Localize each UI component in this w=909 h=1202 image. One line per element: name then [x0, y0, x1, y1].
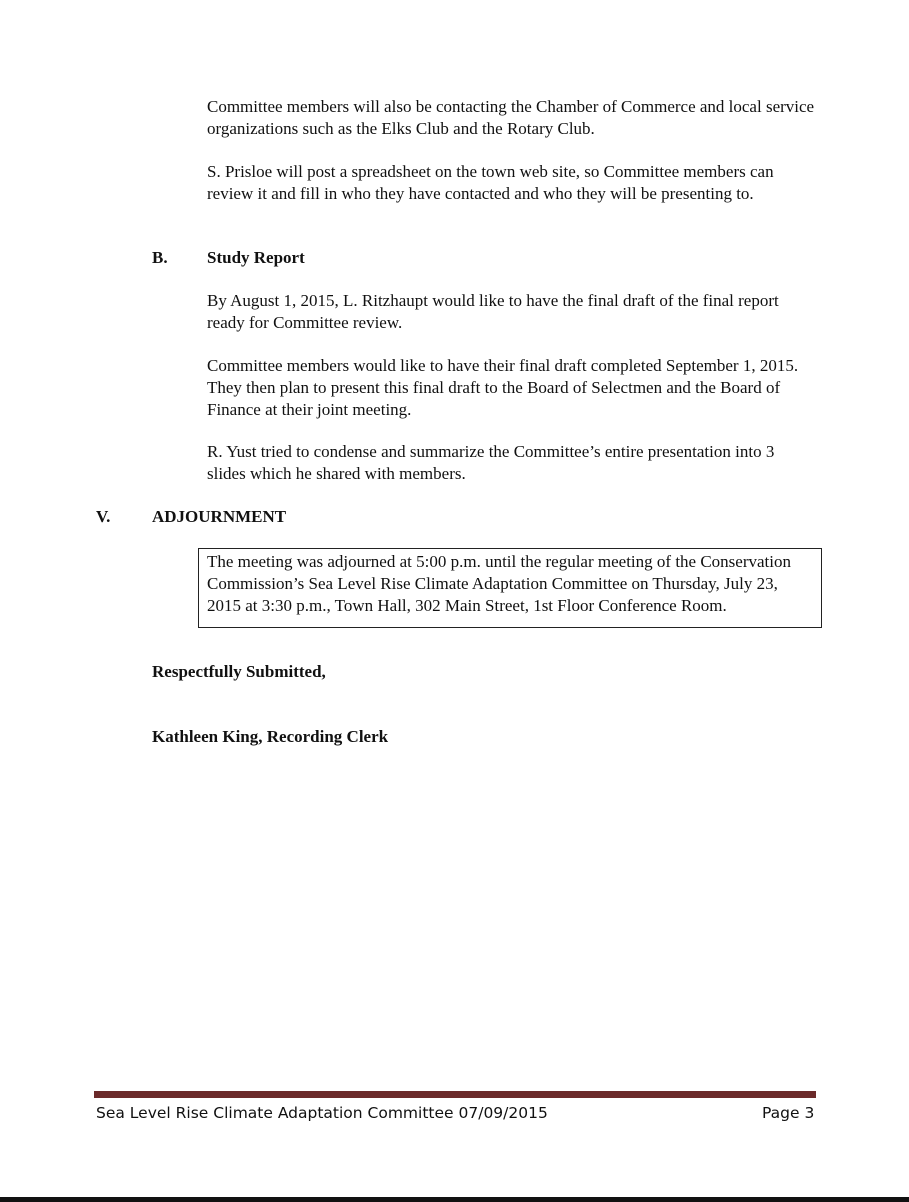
- section-v-title: ADJOURNMENT: [152, 507, 287, 526]
- paragraph-outreach: Committee members will also be contacting the Chamber of Commerce and local service organizations such as the Elks Club and the Rotary Club.: [207, 97, 815, 138]
- signature-line: Kathleen King, Recording Clerk: [152, 727, 389, 746]
- section-b-title: Study Report: [207, 248, 305, 267]
- page-bottom-edge: [0, 1197, 909, 1202]
- section-v-number: V.: [96, 507, 111, 526]
- section-b-number: B.: [152, 248, 168, 267]
- paragraph-spreadsheet: S. Prisloe will post a spreadsheet on the town web site, so Committee members can review it and fill in who they have contacted and who they will be presenting to.: [207, 162, 774, 203]
- paragraph-study-report-2: Committee members would like to have their final draft completed September 1, 2015. They then plan to present this final draft to the Board of Selectmen and the Board of Finance at their joint meeting.: [207, 356, 799, 419]
- closing-line: Respectfully Submitted,: [152, 662, 326, 681]
- footer-page-number: Page 3: [762, 1104, 815, 1122]
- adjournment-notice-box: [198, 548, 822, 628]
- adjournment-notice-text: The meeting was adjourned at 5:00 p.m. until the regular meeting of the Conservation Commission’s Sea Level Rise Climate Adaptation Committee on Thursday, July 23, 2015 at 3:30 p.m., Town Hall, 302 Main Street, 1st Floor Conference Room.: [207, 552, 791, 615]
- footer-divider: [94, 1091, 816, 1098]
- paragraph-study-report-3: R. Yust tried to condense and summarize the Committee’s entire presentation into 3 slides which he shared with members.: [207, 442, 775, 483]
- footer-title: Sea Level Rise Climate Adaptation Committee 07/09/2015: [96, 1104, 548, 1122]
- paragraph-study-report-1: By August 1, 2015, L. Ritzhaupt would like to have the final draft of the final report ready for Committee review.: [207, 291, 779, 332]
